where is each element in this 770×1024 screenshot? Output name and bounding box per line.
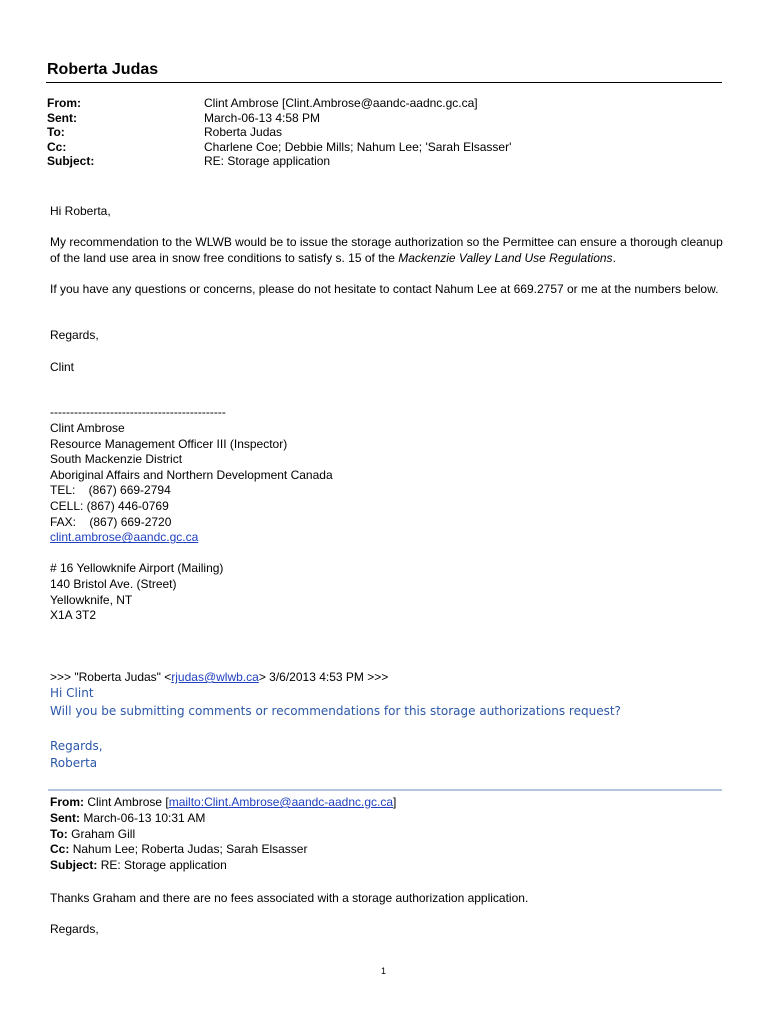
sent-label: Sent: — [47, 110, 77, 125]
forwarded-cc — [50, 842, 307, 858]
closing: Regards, — [50, 328, 99, 342]
forwarded-sent-value: March-06-13 10:31 AM — [83, 810, 206, 825]
greeting: Hi Roberta, — [50, 204, 111, 218]
forwarded-cc-value: Nahum Lee; Roberta Judas; Sarah Elsasser — [72, 842, 308, 857]
page-number: 1 — [381, 966, 387, 976]
quoted-prefix: >>> "Roberta Judas" < — [50, 670, 172, 684]
quoted-question: Will you be submitting comments or recommendations for this storage authorizations request? — [50, 704, 621, 718]
forwarded-from-link[interactable]: mailto:Clint.Ambrose@aandc-aadnc.gc.ca — [168, 795, 394, 809]
forwarded-from-end: ] — [393, 795, 397, 809]
signature-email-link[interactable]: clint.ambrose@aandc.gc.ca — [50, 530, 199, 545]
signature-title: Resource Management Officer III (Inspector) — [50, 436, 288, 451]
signature-name: Clint Ambrose — [50, 421, 125, 435]
forwarded-from-label: From: — [50, 795, 84, 809]
signature-tel: TEL: (867) 669-2794 — [50, 483, 171, 498]
forwarded-to-label: To: — [50, 826, 68, 841]
forwarded-sent — [50, 811, 205, 827]
quoted-suffix: > 3/6/2013 4:53 PM >>> — [258, 670, 389, 684]
signoff: Clint — [50, 360, 75, 374]
para1-text: My recommendation to the WLWB would be to issue the storage authorization so the Permittee can ensure a thorough cleanup of the land use area in snow free conditions to satisfy s. 15 of the — [50, 235, 723, 265]
signature-cell: CELL: (867) 446-0769 — [50, 499, 169, 513]
forwarded-cc-label: Cc: — [50, 842, 70, 857]
regulations-title: Mackenzie Valley Land Use Regulations — [398, 251, 613, 265]
quoted-greeting: Hi Clint — [50, 686, 94, 700]
to-label: To: — [47, 125, 65, 139]
sent-value: March-06-13 4:58 PM — [204, 110, 321, 125]
quoted-closing: Regards, — [50, 739, 103, 753]
forwarded-body: Thanks Graham and there are no fees associated with a storage authorization application. — [50, 891, 529, 905]
quoted-header — [50, 670, 388, 686]
address-street: 140 Bristol Ave. (Street) — [50, 577, 177, 591]
forwarded-sent-label: Sent: — [50, 810, 80, 825]
forwarded-closing: Regards, — [50, 922, 99, 936]
signature-fax: FAX: (867) 669-2720 — [50, 514, 172, 529]
quoted-email-link[interactable]: rjudas@wlwb.ca — [171, 670, 259, 684]
address-mailing: # 16 Yellowknife Airport (Mailing) — [50, 561, 224, 576]
forwarded-to-value: Graham Gill — [71, 826, 136, 841]
forwarded-subject-label: Subject: — [50, 858, 98, 873]
forwarded-subject-value: RE: Storage application — [100, 858, 227, 873]
cc-value: Charlene Coe; Debbie Mills; Nahum Lee; 'Sarah Elsasser' — [204, 139, 512, 154]
to-value: Roberta Judas — [204, 125, 283, 139]
title-divider — [46, 82, 722, 83]
address-city: Yellowknife, NT — [50, 592, 133, 607]
document-owner-title: Roberta Judas — [47, 61, 159, 78]
cc-label: Cc: — [47, 139, 67, 154]
para1-end: . — [612, 251, 616, 265]
forwarded-from — [50, 795, 396, 811]
signature-divider: -------------------------------------------- — [50, 405, 226, 419]
subject-label: Subject: — [47, 154, 95, 168]
from-value: Clint Ambrose [Clint.Ambrose@aandc-aadnc.gc.ca] — [204, 96, 478, 110]
from-label: From: — [47, 96, 81, 110]
signature-department: Aboriginal Affairs and Northern Development Canada — [50, 467, 333, 482]
forwarded-subject — [50, 858, 227, 874]
forwarded-to — [50, 827, 135, 843]
contact-paragraph: If you have any questions or concerns, please do not hesitate to contact Nahum Lee at 669.2757 or me at the numbers below. — [50, 282, 719, 296]
recommendation-paragraph — [50, 234, 730, 266]
subject-value: RE: Storage application — [204, 154, 331, 168]
quoted-name: Roberta — [50, 756, 98, 770]
forwarded-from-name: Clint Ambrose [ — [87, 795, 169, 809]
quoted-divider — [48, 789, 722, 791]
address-postal: X1A 3T2 — [50, 608, 97, 623]
signature-district: South Mackenzie District — [50, 452, 183, 467]
